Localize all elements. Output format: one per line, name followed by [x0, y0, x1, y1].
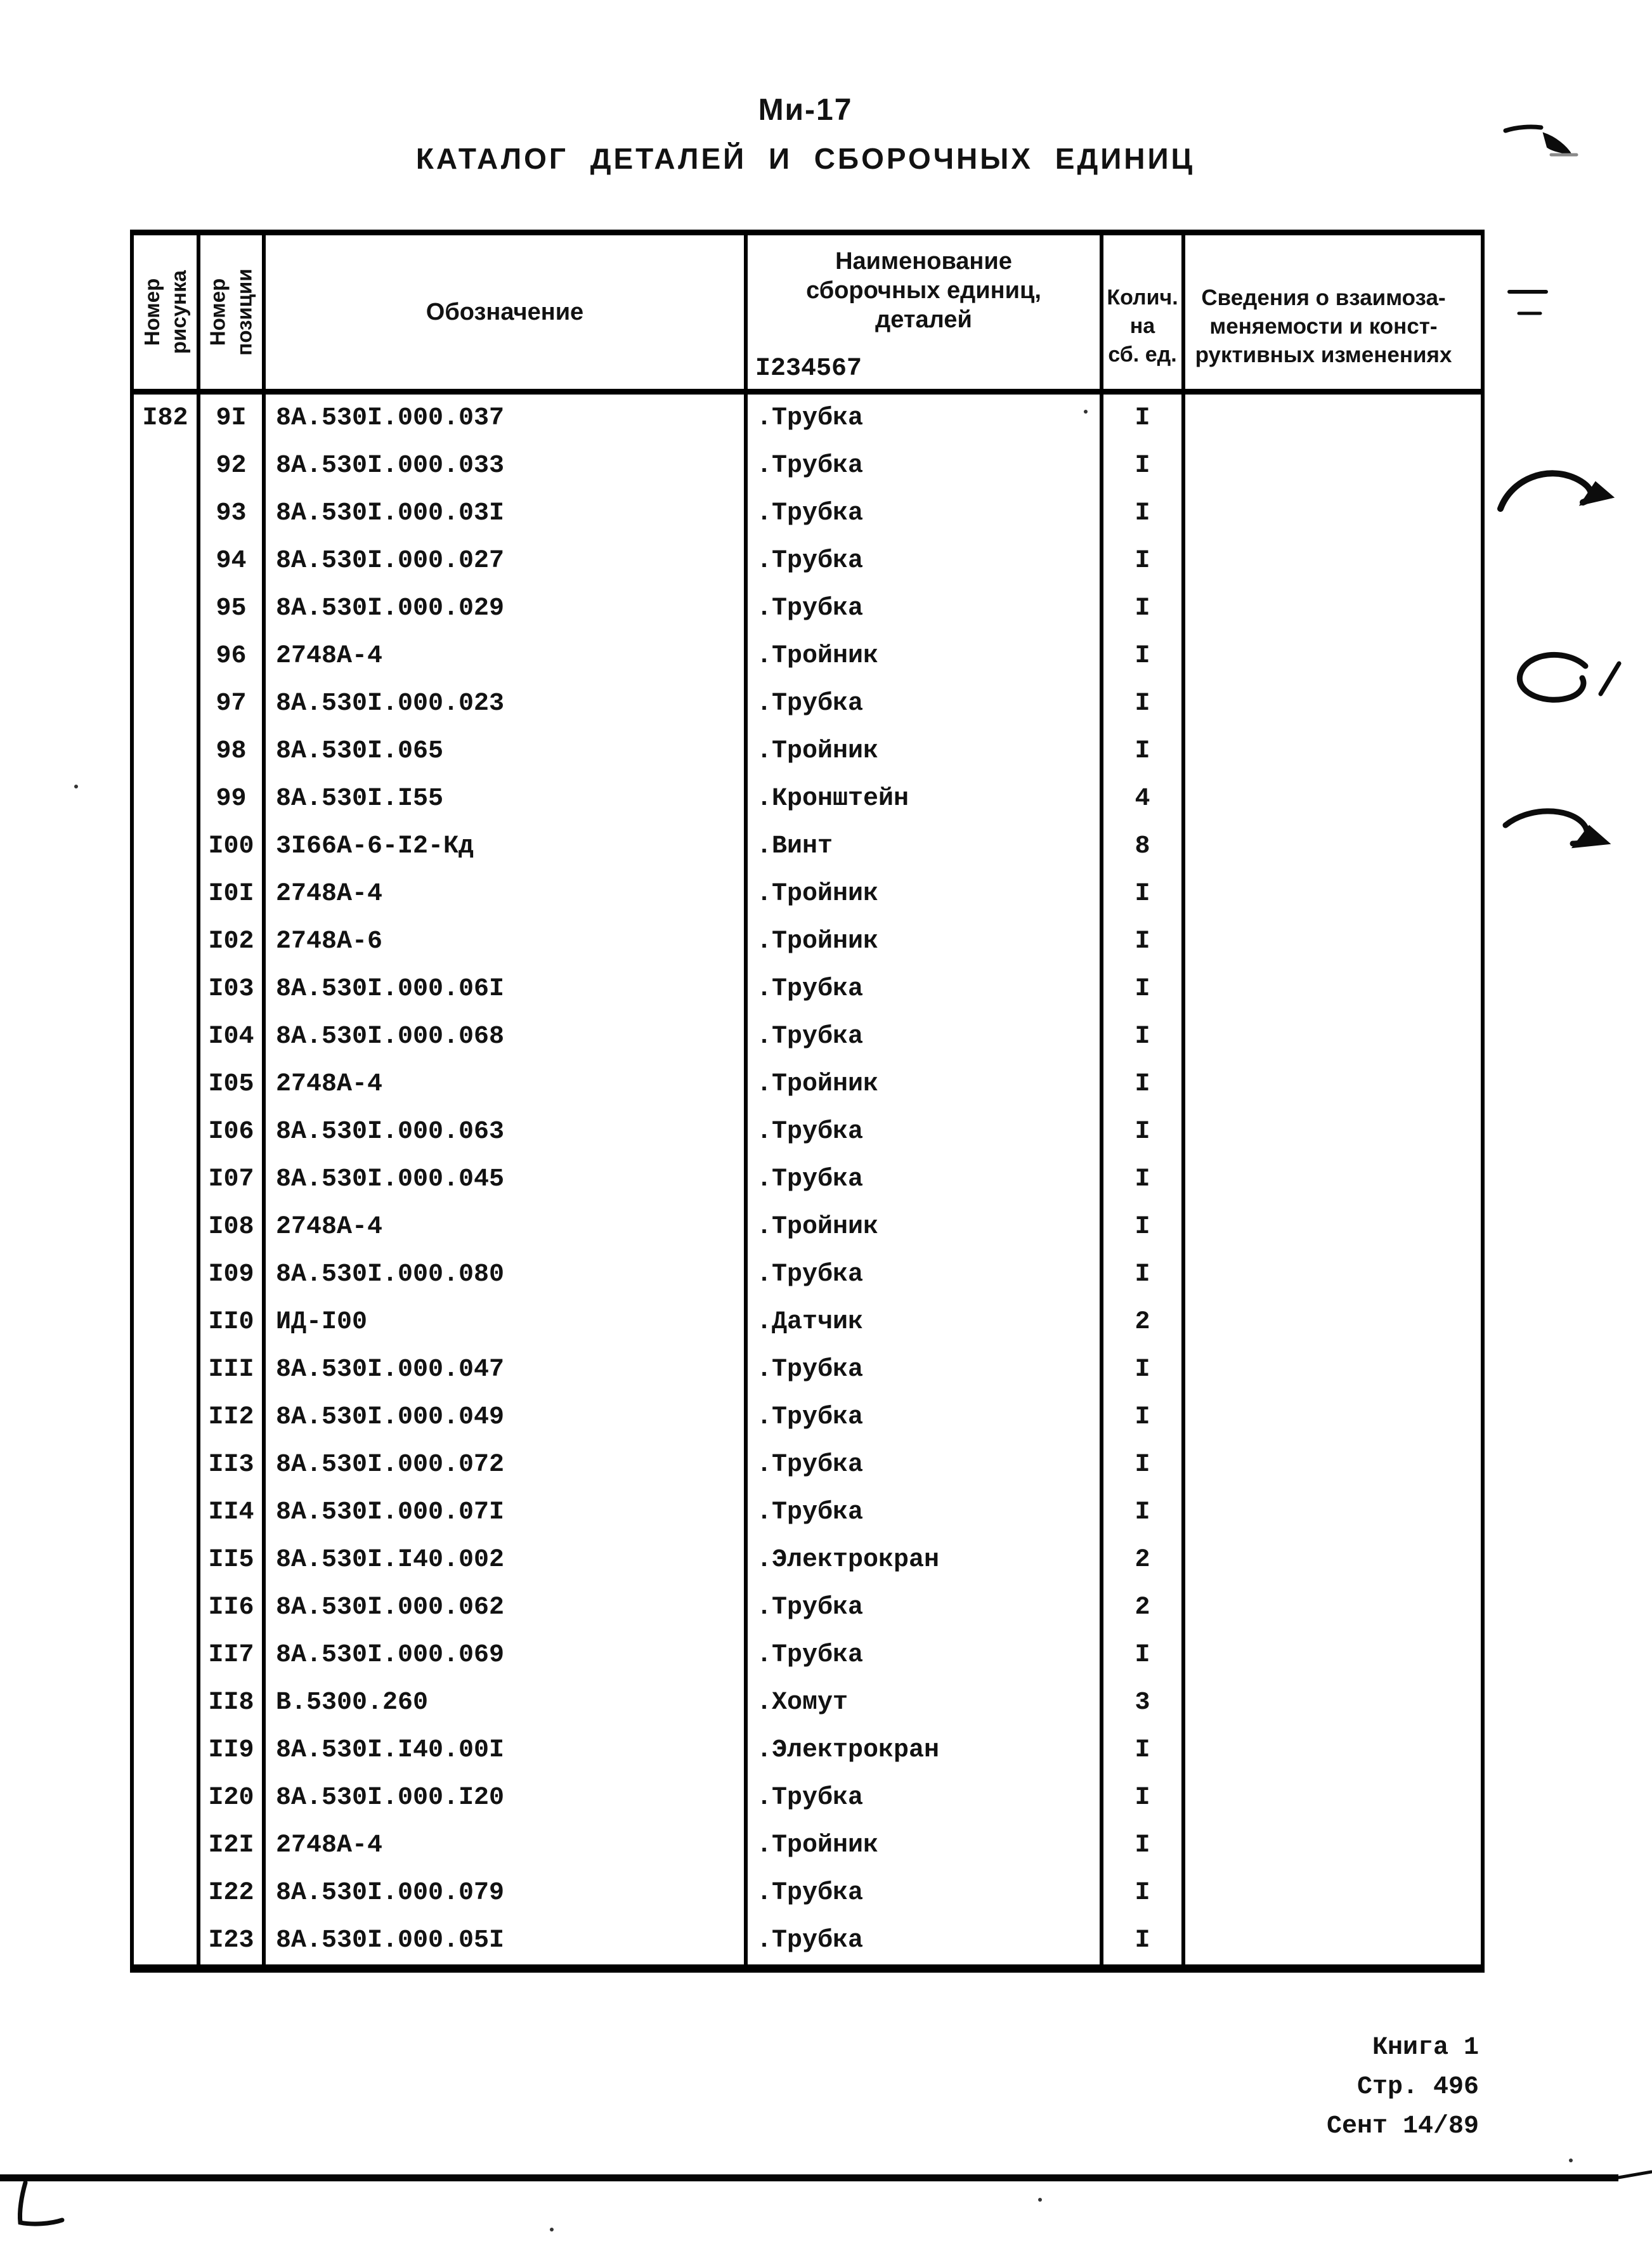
cell-figure — [134, 1346, 200, 1394]
cell-notes — [1185, 1727, 1462, 1774]
cell-position: I07 — [200, 1156, 266, 1203]
page-title — [0, 93, 1611, 176]
cell-name: .Трубка — [748, 585, 1103, 632]
cell-notes — [1185, 1869, 1462, 1917]
table-row — [134, 728, 1481, 775]
cell-designation: В.5300.260 — [266, 1679, 748, 1727]
table-row — [134, 1917, 1481, 1964]
cell-name: .Трубка — [748, 1631, 1103, 1679]
table-body — [134, 395, 1481, 1964]
cell-designation: 3I66А-6-I2-Кд — [266, 823, 748, 870]
cell-notes — [1185, 1203, 1462, 1251]
cell-figure — [134, 1489, 200, 1536]
table-row — [134, 585, 1481, 632]
cell-name: .Тройник — [748, 870, 1103, 918]
cell-designation: 8А.530I.000.029 — [266, 585, 748, 632]
table-row — [134, 1298, 1481, 1346]
cell-notes — [1185, 1917, 1462, 1964]
cell-figure — [134, 1013, 200, 1061]
cell-position: I04 — [200, 1013, 266, 1061]
cell-figure — [134, 632, 200, 680]
cell-figure — [134, 1061, 200, 1108]
cell-notes — [1185, 395, 1462, 442]
page-footer — [1205, 2028, 1479, 2146]
cell-figure — [134, 870, 200, 918]
cell-name: .Тройник — [748, 728, 1103, 775]
cell-notes — [1185, 918, 1462, 965]
cell-notes — [1185, 1346, 1462, 1394]
header-figure-number-label: Номер рисунка — [140, 270, 190, 354]
cell-position: II7 — [200, 1631, 266, 1679]
cell-position: I09 — [200, 1251, 266, 1298]
header-quantity: Колич. на сб. ед. — [1103, 235, 1185, 389]
cell-notes — [1185, 1631, 1462, 1679]
table-row — [134, 1203, 1481, 1251]
cell-name: .Тройник — [748, 1822, 1103, 1869]
speck — [550, 2228, 554, 2231]
table-row — [134, 1489, 1481, 1536]
cell-position: I23 — [200, 1917, 266, 1964]
cell-name: .Трубка — [748, 965, 1103, 1013]
cell-designation: 8А.530I.000.I20 — [266, 1774, 748, 1822]
cell-name: .Трубка — [748, 1917, 1103, 1964]
cell-notes — [1185, 1584, 1462, 1631]
cell-figure — [134, 1298, 200, 1346]
scan-edge-line — [0, 2174, 1618, 2181]
cell-notes — [1185, 442, 1462, 490]
cell-name: .Трубка — [748, 1441, 1103, 1489]
cell-position: 95 — [200, 585, 266, 632]
footer-book: Книга 1 — [1372, 2034, 1479, 2062]
cell-figure — [134, 1584, 200, 1631]
cell-figure — [134, 965, 200, 1013]
header-notes: Сведения о взаимоза- меняемости и конст- руктивных изменениях — [1195, 285, 1452, 367]
cell-designation: 8А.530I.000.07I — [266, 1489, 748, 1536]
cell-designation: 8А.530I.000.063 — [266, 1108, 748, 1156]
cell-designation: 8А.530I.000.068 — [266, 1013, 748, 1061]
cell-notes — [1185, 1489, 1462, 1536]
cell-figure — [134, 537, 200, 585]
cell-position: III — [200, 1346, 266, 1394]
cell-qty: I — [1103, 585, 1185, 632]
catalog-title: КАТАЛОГ ДЕТАЛЕЙ И СБОРОЧНЫХ ЕДИНИЦ — [415, 142, 1195, 175]
header-name-code: I234567 — [755, 355, 862, 383]
cell-qty: I — [1103, 1822, 1185, 1869]
cell-figure — [134, 918, 200, 965]
cell-qty: I — [1103, 1774, 1185, 1822]
cell-qty: 2 — [1103, 1536, 1185, 1584]
cell-position: 9I — [200, 395, 266, 442]
cell-figure — [134, 1917, 200, 1964]
cell-name: .Трубка — [748, 395, 1103, 442]
cell-figure — [134, 442, 200, 490]
cell-position: II6 — [200, 1584, 266, 1631]
pen-mark — [1500, 473, 1591, 509]
cell-figure — [134, 1251, 200, 1298]
table-row — [134, 1774, 1481, 1822]
table-row — [134, 1441, 1481, 1489]
cell-figure — [134, 1108, 200, 1156]
cell-position: I02 — [200, 918, 266, 965]
cell-name: .Трубка — [748, 537, 1103, 585]
cell-position: 99 — [200, 775, 266, 823]
cell-position: I06 — [200, 1108, 266, 1156]
cell-designation: 2748А-4 — [266, 870, 748, 918]
cell-qty: I — [1103, 1869, 1185, 1917]
cell-qty: I — [1103, 728, 1185, 775]
cell-figure — [134, 1394, 200, 1441]
cell-designation: 8А.530I.065 — [266, 728, 748, 775]
cell-position: II4 — [200, 1489, 266, 1536]
table-row — [134, 1869, 1481, 1917]
footer-page: Стр. 496 — [1356, 2073, 1479, 2101]
cell-position: II9 — [200, 1727, 266, 1774]
cell-name: .Датчик — [748, 1298, 1103, 1346]
cell-designation: 8А.530I.I40.00I — [266, 1727, 748, 1774]
cell-notes — [1185, 680, 1462, 728]
cell-qty: I — [1103, 1203, 1185, 1251]
cell-name: .Трубка — [748, 1869, 1103, 1917]
cell-notes — [1185, 823, 1462, 870]
header-position-number-label: Номер позиции — [205, 268, 256, 356]
cell-figure — [134, 775, 200, 823]
cell-position: 92 — [200, 442, 266, 490]
speck — [1038, 2198, 1042, 2202]
cell-name: .Трубка — [748, 1584, 1103, 1631]
cell-figure — [134, 1631, 200, 1679]
cell-designation: 8А.530I.000.045 — [266, 1156, 748, 1203]
cell-designation: 2748А-4 — [266, 1822, 748, 1869]
cell-position: II0 — [200, 1298, 266, 1346]
cell-qty: I — [1103, 1394, 1185, 1441]
table-row — [134, 1727, 1481, 1774]
cell-notes — [1185, 1536, 1462, 1584]
cell-position: I20 — [200, 1774, 266, 1822]
cell-designation: ИД-I00 — [266, 1298, 748, 1346]
cell-qty: 3 — [1103, 1679, 1185, 1727]
cell-designation: 2748А-6 — [266, 918, 748, 965]
cell-notes — [1185, 1108, 1462, 1156]
cell-position: 98 — [200, 728, 266, 775]
table-row — [134, 1394, 1481, 1441]
header-name: Наименование сборочных единиц, деталей I234567 — [748, 235, 1103, 389]
pen-mark — [1573, 826, 1610, 847]
cell-designation: 8А.530I.000.05I — [266, 1917, 748, 1964]
cell-notes — [1185, 1394, 1462, 1441]
cell-name: .Винт — [748, 823, 1103, 870]
cell-designation: 8А.530I.000.072 — [266, 1441, 748, 1489]
table-row — [134, 775, 1481, 823]
cell-qty: I — [1103, 1346, 1185, 1394]
cell-name: .Трубка — [748, 1394, 1103, 1441]
cell-designation: 8А.530I.000.069 — [266, 1631, 748, 1679]
table-row — [134, 537, 1481, 585]
cell-qty: 2 — [1103, 1584, 1185, 1631]
cell-qty: I — [1103, 1631, 1185, 1679]
cell-notes — [1185, 1156, 1462, 1203]
cell-position: II5 — [200, 1536, 266, 1584]
table-row — [134, 1822, 1481, 1869]
table-row — [134, 1679, 1481, 1727]
cell-position: II2 — [200, 1394, 266, 1441]
cell-notes — [1185, 1061, 1462, 1108]
cell-position: I08 — [200, 1203, 266, 1251]
cell-figure — [134, 1536, 200, 1584]
pen-mark — [1519, 655, 1585, 700]
cell-notes — [1185, 775, 1462, 823]
table-row — [134, 1108, 1481, 1156]
cell-figure — [134, 680, 200, 728]
cell-qty: I — [1103, 1108, 1185, 1156]
cell-position: 93 — [200, 490, 266, 537]
table-row — [134, 823, 1481, 870]
table-row — [134, 1013, 1481, 1061]
cell-name: .Трубка — [748, 1156, 1103, 1203]
cell-name: .Трубка — [748, 1013, 1103, 1061]
cell-qty: I — [1103, 442, 1185, 490]
cell-qty: I — [1103, 1251, 1185, 1298]
pen-mark — [1580, 482, 1613, 505]
table-row — [134, 490, 1481, 537]
table-row — [134, 680, 1481, 728]
cell-notes — [1185, 490, 1462, 537]
cell-qty: I — [1103, 680, 1185, 728]
cell-designation: 8А.530I.I55 — [266, 775, 748, 823]
cell-notes — [1185, 1013, 1462, 1061]
cell-designation: 8А.530I.000.062 — [266, 1584, 748, 1631]
cell-name: .Электрокран — [748, 1536, 1103, 1584]
cell-notes — [1185, 1441, 1462, 1489]
footer-date: Сент 14/89 — [1326, 2112, 1479, 2141]
cell-qty: I — [1103, 1156, 1185, 1203]
cell-position: II8 — [200, 1679, 266, 1727]
cell-qty: I — [1103, 918, 1185, 965]
cell-position: I03 — [200, 965, 266, 1013]
cell-position: 96 — [200, 632, 266, 680]
cell-name: .Тройник — [748, 632, 1103, 680]
cell-figure — [134, 490, 200, 537]
cell-notes — [1185, 1774, 1462, 1822]
cell-name: .Тройник — [748, 1203, 1103, 1251]
cell-qty: I — [1103, 632, 1185, 680]
cell-designation: 8А.530I.000.06I — [266, 965, 748, 1013]
cell-name: .Хомут — [748, 1679, 1103, 1727]
cell-position: I2I — [200, 1822, 266, 1869]
cell-notes — [1185, 585, 1462, 632]
header-figure-number — [134, 235, 200, 389]
cell-designation: 8А.530I.000.079 — [266, 1869, 748, 1917]
table-header — [134, 235, 1481, 395]
cell-name: .Трубка — [748, 1346, 1103, 1394]
table-row — [134, 965, 1481, 1013]
cell-figure — [134, 1727, 200, 1774]
header-designation: Обозначение — [266, 235, 748, 389]
cell-name: .Кронштейн — [748, 775, 1103, 823]
cell-name: .Электрокран — [748, 1727, 1103, 1774]
speck — [1569, 2159, 1573, 2162]
table-row — [134, 1156, 1481, 1203]
cell-qty: I — [1103, 1061, 1185, 1108]
cell-qty: 8 — [1103, 823, 1185, 870]
cell-name: .Трубка — [748, 680, 1103, 728]
cell-qty: 2 — [1103, 1298, 1185, 1346]
table-row — [134, 1346, 1481, 1394]
cell-notes — [1185, 1679, 1462, 1727]
cell-position: II3 — [200, 1441, 266, 1489]
parts-table — [130, 230, 1485, 1973]
cell-position: I22 — [200, 1869, 266, 1917]
cell-notes — [1185, 1251, 1462, 1298]
cell-notes — [1185, 728, 1462, 775]
table-row — [134, 1251, 1481, 1298]
cell-figure — [134, 585, 200, 632]
cell-qty: I — [1103, 1917, 1185, 1964]
pen-mark — [1601, 663, 1619, 694]
cell-qty: I — [1103, 490, 1185, 537]
cell-figure — [134, 823, 200, 870]
cell-name: .Трубка — [748, 490, 1103, 537]
cell-figure — [134, 1679, 200, 1727]
cell-position: I00 — [200, 823, 266, 870]
cell-name: .Трубка — [748, 1489, 1103, 1536]
cell-name: .Трубка — [748, 442, 1103, 490]
table-row — [134, 395, 1481, 442]
cell-designation: 8А.530I.000.03I — [266, 490, 748, 537]
cell-qty: I — [1103, 870, 1185, 918]
cell-qty: I — [1103, 395, 1185, 442]
cell-qty: I — [1103, 1013, 1185, 1061]
scan-edge-line — [1618, 2172, 1651, 2178]
cell-notes — [1185, 537, 1462, 585]
cell-name: .Тройник — [748, 918, 1103, 965]
table-row — [134, 1061, 1481, 1108]
cell-position: I0I — [200, 870, 266, 918]
cell-designation: 8А.530I.000.047 — [266, 1346, 748, 1394]
pen-mark — [1506, 811, 1587, 844]
cell-designation: 2748А-4 — [266, 1203, 748, 1251]
cell-qty: I — [1103, 1489, 1185, 1536]
table-row — [134, 1631, 1481, 1679]
header-position-number — [200, 235, 266, 389]
cell-figure — [134, 1774, 200, 1822]
cell-figure — [134, 728, 200, 775]
cell-notes — [1185, 632, 1462, 680]
cell-notes — [1185, 1298, 1462, 1346]
cell-designation: 8А.530I.000.037 — [266, 395, 748, 442]
cell-figure — [134, 1441, 200, 1489]
table-row — [134, 870, 1481, 918]
cell-figure — [134, 1203, 200, 1251]
cell-figure: I82 — [134, 395, 200, 442]
cell-name: .Трубка — [748, 1251, 1103, 1298]
cell-figure — [134, 1156, 200, 1203]
cell-designation: 8А.530I.000.023 — [266, 680, 748, 728]
cell-name: .Трубка — [748, 1774, 1103, 1822]
cell-name: .Тройник — [748, 1061, 1103, 1108]
table-row — [134, 632, 1481, 680]
cell-position: 94 — [200, 537, 266, 585]
cell-designation: 8А.530I.I40.002 — [266, 1536, 748, 1584]
cell-position: I05 — [200, 1061, 266, 1108]
aircraft-model: Ми-17 — [758, 93, 853, 127]
cell-designation: 8А.530I.000.049 — [266, 1394, 748, 1441]
cell-notes — [1185, 1822, 1462, 1869]
speck — [74, 785, 78, 788]
cell-designation: 2748А-4 — [266, 632, 748, 680]
cell-qty: 4 — [1103, 775, 1185, 823]
cell-designation: 2748А-4 — [266, 1061, 748, 1108]
corner-mark — [20, 2183, 62, 2224]
cell-designation: 8А.530I.000.027 — [266, 537, 748, 585]
table-row — [134, 1584, 1481, 1631]
cell-qty: I — [1103, 965, 1185, 1013]
cell-notes — [1185, 965, 1462, 1013]
cell-position: 97 — [200, 680, 266, 728]
table-row — [134, 442, 1481, 490]
cell-qty: I — [1103, 1441, 1185, 1489]
cell-qty: I — [1103, 537, 1185, 585]
cell-notes — [1185, 870, 1462, 918]
table-row — [134, 918, 1481, 965]
cell-qty: I — [1103, 1727, 1185, 1774]
cell-figure — [134, 1822, 200, 1869]
cell-figure — [134, 1869, 200, 1917]
cell-designation: 8А.530I.000.033 — [266, 442, 748, 490]
table-row — [134, 1536, 1481, 1584]
cell-name: .Трубка — [748, 1108, 1103, 1156]
cell-designation: 8А.530I.000.080 — [266, 1251, 748, 1298]
